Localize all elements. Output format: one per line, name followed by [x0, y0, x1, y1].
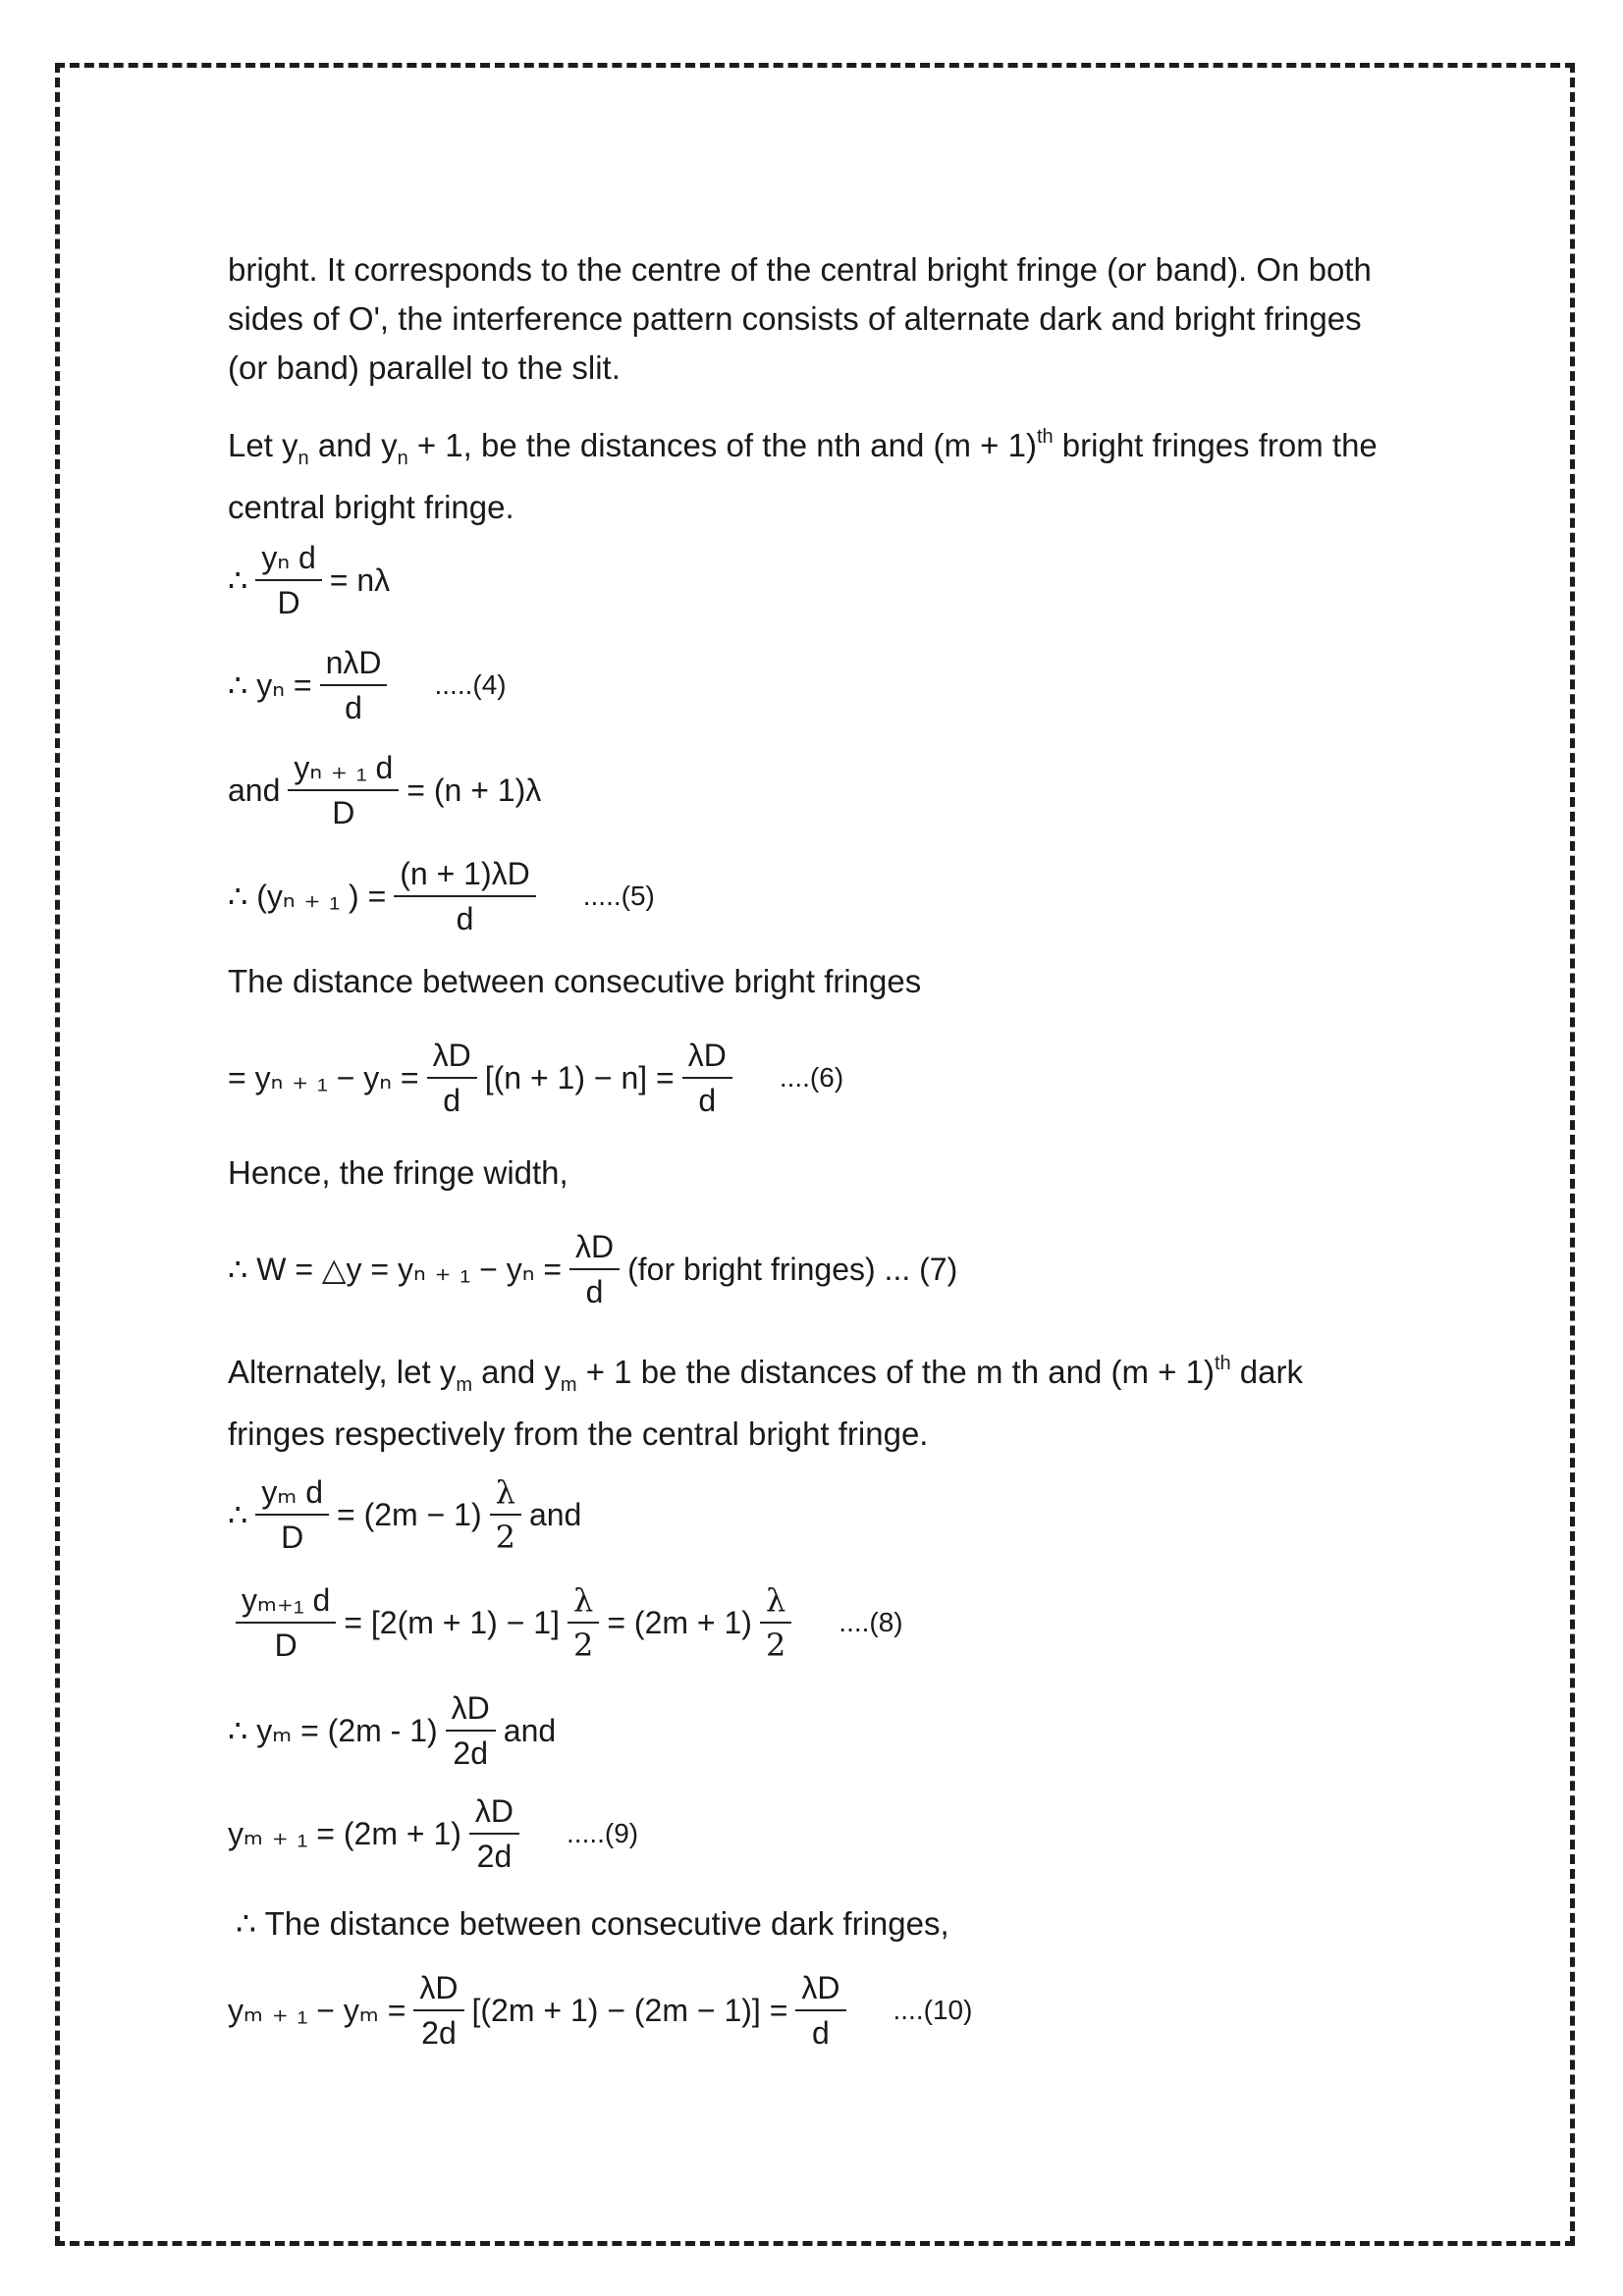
equation-7: ∴ W = △y = yₙ ₊ ₁ − yₙ = $\frac{\lambda D}{d}$ (for bright fringes) ... (7): [228, 1229, 958, 1309]
equation-10: yₘ ₊ ₁ − yₘ = $\frac{\lambda D}{2d}$ [(2m + 1) − (2m − 1)] = $\frac{\lambda D}{d}$ ....(10): [228, 1970, 973, 2051]
paragraph-dark-fringes: Alternately, let $y_m$ and $y_m + 1$ be the distances of the m th and $(m + 1)^{th}$ dark fringes respectively from the central bright fringe.: [228, 1353, 1304, 1452]
equation-6: = yₙ ₊ ₁ − yₙ = $\frac{\lambda D}{d}$ [(n + 1) − n] = $\frac{\lambda D}{d}$ ....(6): [228, 1038, 844, 1118]
equation-5: ∴ (yₙ ₊ ₁ ) = $\frac{(n + 1)\lambda D}{d}$ .....(5): [228, 856, 655, 936]
paragraph-distance-bright: The distance between consecutive bright fringes: [228, 963, 922, 999]
text-content: [228, 245, 1386, 552]
equation-3: and $\frac{\text{yₙ ₊ ₁ d}}{D}$ = (n + 1)λ: [228, 750, 542, 830]
paragraph-fringe-width: Hence, the fringe width,: [228, 1154, 568, 1191]
equation-8: $\frac{\text{yₘ₊₁ d}}{D}$ = [2(m + 1) − 1] $\frac{\lambda}{2}$ = (2m + 1) $\frac{\lambda}{2}$ ....(8): [228, 1580, 903, 1665]
paragraph-bright-fringes: Let $y_n$ and $y_n + 1$, be the distances of the nth and $(m + 1)^{th}$ bright fringes from the central bright fringe.: [228, 426, 1378, 525]
equation-4: ∴ yₙ = $\frac{\text{nλD}}{d}$ .....(4): [228, 645, 507, 725]
equation-ym: ∴ yₘ = (2m - 1) $\frac{\lambda D}{2d}$ and: [228, 1690, 557, 1771]
equation-1: ∴ $\frac{\text{yₙ d}}{D}$ = nλ: [228, 540, 391, 620]
equation-9: yₘ ₊ ₁ = (2m + 1) $\frac{\lambda D}{2d}$ .....(9): [228, 1793, 639, 1874]
equation-dark-1: ∴ $\frac{\text{yₘ d}}{D}$ = (2m − 1) $\frac{\lambda}{2}$ and: [228, 1473, 582, 1556]
paragraph-intro: bright. It corresponds to the centre of the central bright fringe (or band). On both sides of O', the interference pattern consists of alternate dark and bright fringes (or band) parallel to the slit.: [228, 251, 1372, 386]
paragraph-distance-dark: ∴ The distance between consecutive dark fringes,: [236, 1905, 949, 1942]
